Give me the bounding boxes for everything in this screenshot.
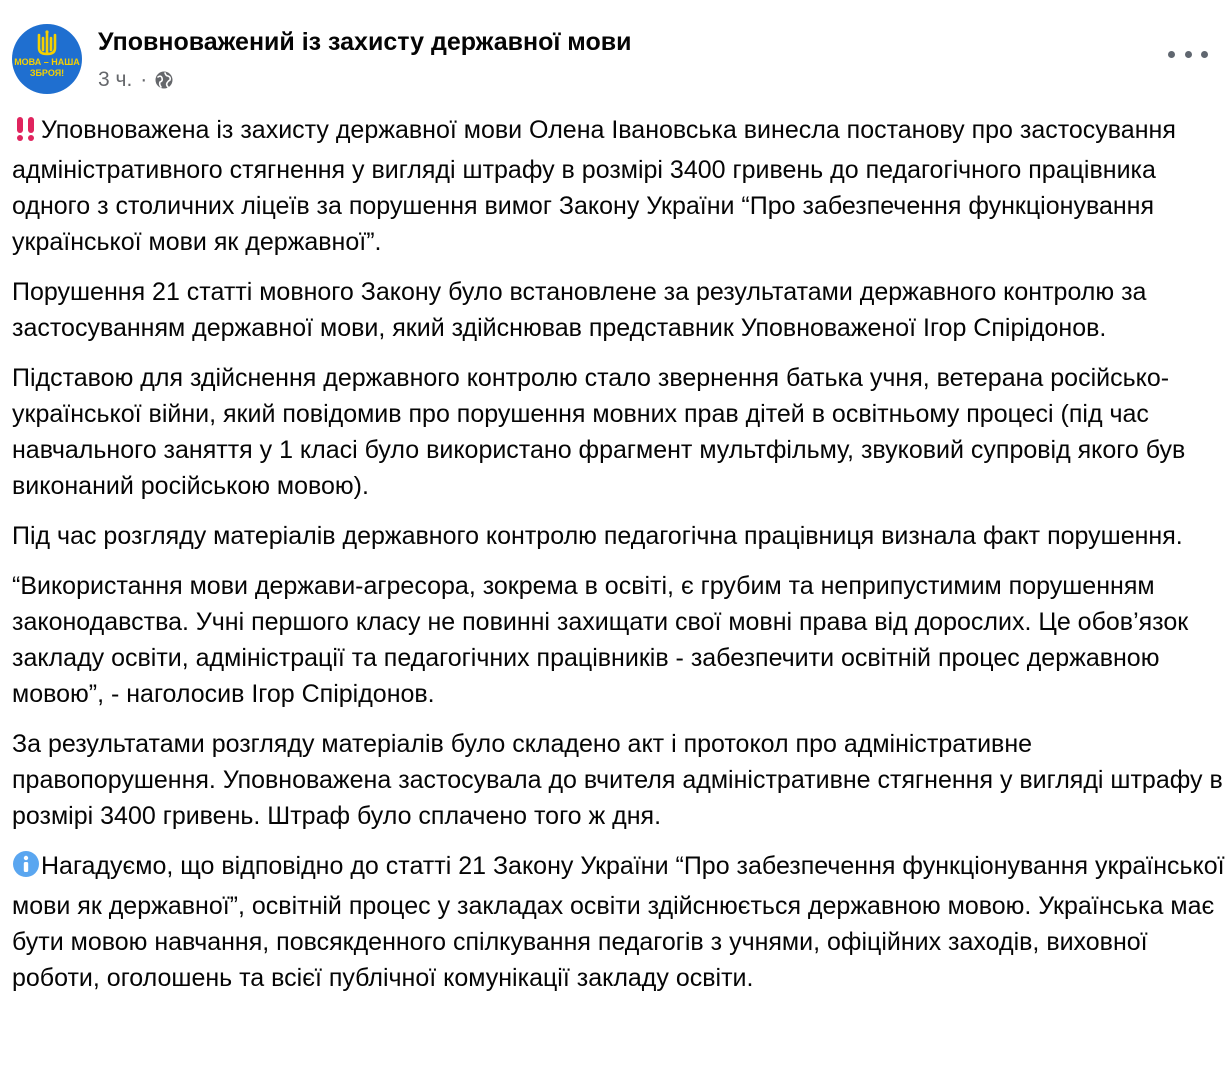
more-dot <box>1168 51 1175 58</box>
post-paragraph-2: Порушення 21 статті мовного Закону було встановлене за результатами державного контролю за застосуванням державної мови, який здійснював представник Уповноваженої Ігор Спірідонов. <box>12 278 1147 342</box>
post-paragraph-5: “Використання мови держави-агресора, зокрема в освіті, є грубим та неприпустимим порушенням законодавства. Учні першого класу не повинні захищати свої мовні права від дорослих. Це обов’язок закладу освіти, адміністрації та педагогічних працівників - забезпечити освітній процес державною мовою”, - наголосив Ігор Спірідонов. <box>12 572 1189 708</box>
post-body <box>12 112 1226 1010</box>
meta-separator: · <box>140 68 148 91</box>
paragraph-text: Уповноважена із захисту державної мови Олена Івановська винесла постанову про застосування адміністративного стягнення у вигляді штрафу в розмірі 3400 гривень до педагогічного працівника одного з столичних ліцеїв за порушення вимог Закону України “Про забезпечення функціонування української мови як державної”. <box>12 116 1176 256</box>
post-paragraph-3: Підставою для здійснення державного контролю стало звернення батька учня, ветерана російсько-української війни, який повідомив про порушення мовних прав дітей в освітньому процесі (під час навчального заняття у 1 класі було використано фрагмент мультфільму, звуковий супровід якого був виконаний російською мовою). <box>12 364 1186 500</box>
double-exclamation-icon <box>12 116 40 152</box>
post-paragraph-6: За результатами розгляду матеріалів було складено акт і протокол про адміністративне правопорушення. Уповноважена застосувала до вчителя адміністративне стягнення у вигляді штрафу в розмірі 3400 гривень. Штраф було сплачено того ж дня. <box>12 730 1223 830</box>
page-name[interactable]: Уповноважений із захисту державної мови <box>98 28 632 56</box>
page-avatar[interactable] <box>12 24 82 94</box>
post-paragraph-1 <box>12 112 1226 260</box>
post-meta <box>98 68 174 92</box>
post-header <box>12 24 1214 100</box>
more-options-button[interactable] <box>1168 42 1208 66</box>
post-timestamp[interactable]: 3 ч. <box>98 68 133 91</box>
more-dot <box>1185 51 1192 58</box>
more-dot <box>1201 51 1208 58</box>
paragraph-text: Нагадуємо, що відповідно до статті 21 Закону України “Про забезпечення функціонування української мови як державної”, освітній процес у закладах освіти здійснюється державною мовою. Українська має бути мовою навчання, повсякденного спілкування педагогів з учнями, офіційних заходів, виховної роботи, оголошень та всієї публічної комунікації закладу освіти. <box>12 852 1225 992</box>
globe-icon[interactable] <box>154 70 174 90</box>
info-icon <box>12 850 40 888</box>
avatar-slogan-line2: ЗБРОЯ! <box>29 68 65 78</box>
post-paragraph-4: Під час розгляду матеріалів державного контролю педагогічна працівниця визнала факт порушення. <box>12 522 1183 550</box>
post-paragraph-7 <box>12 848 1226 996</box>
avatar-slogan-line1: МОВА – НАША <box>14 57 80 67</box>
